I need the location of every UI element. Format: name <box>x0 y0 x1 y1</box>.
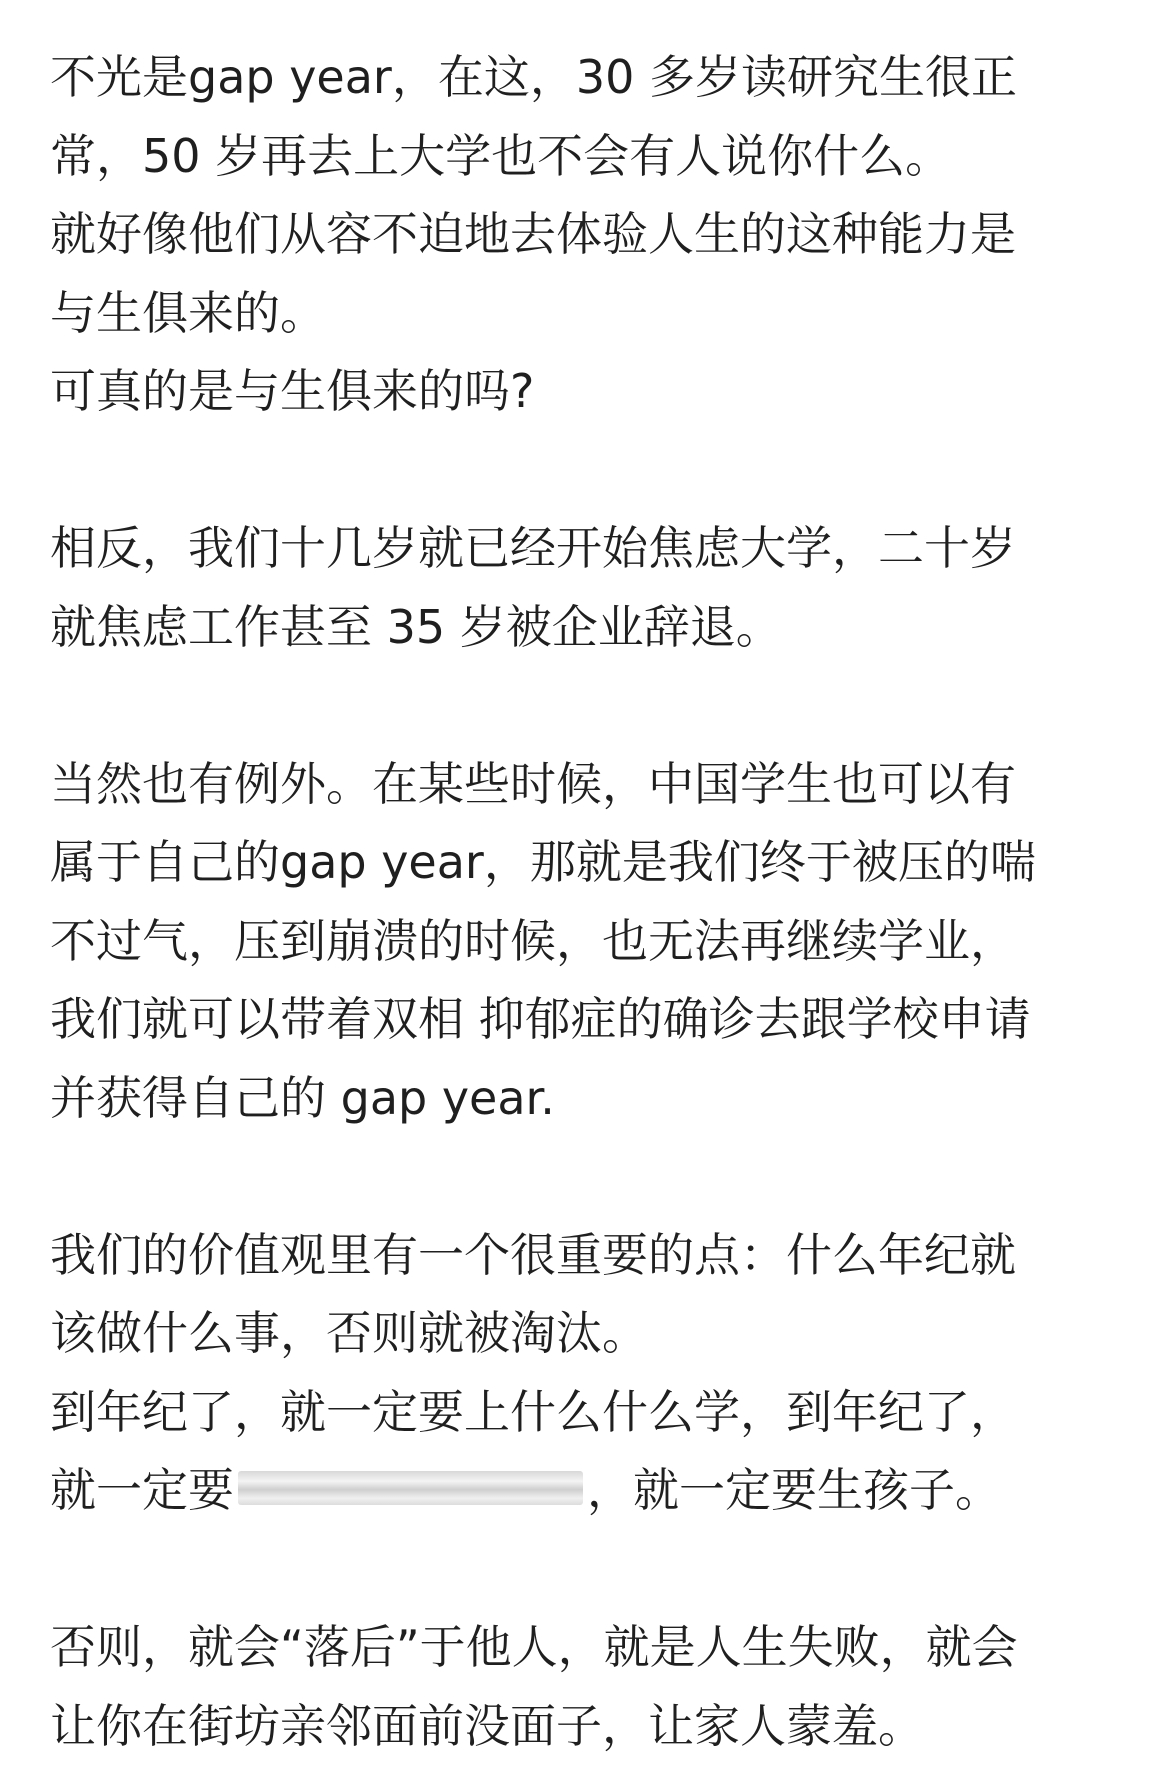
paragraph-4 <box>50 1216 1130 1530</box>
text-line: 不过气，压到崩溃的时候，也无法再继续学业， <box>50 902 1130 981</box>
text-line: 我们就可以带着双相 抑郁症的确诊去跟学校申请 <box>50 980 1130 1059</box>
text-segment: ，就一定要生孩子。 <box>587 1463 1001 1517</box>
paragraph-spacer <box>50 1137 1130 1216</box>
paragraph-spacer <box>50 666 1130 745</box>
paragraph-spacer <box>50 1530 1130 1609</box>
text-line: 并获得自己的 gap year. <box>50 1059 1130 1138</box>
text-line: 常，50 岁再去上大学也不会有人说你什么。 <box>50 117 1130 196</box>
redacted-text-line <box>50 1451 1130 1530</box>
text-line: 到年纪了，就一定要上什么什么学，到年纪了， <box>50 1373 1130 1452</box>
text-line: 相反，我们十几岁就已经开始焦虑大学，二十岁 <box>50 509 1130 588</box>
text-line: 就焦虑工作甚至 35 岁被企业辞退。 <box>50 588 1130 667</box>
text-line: 否则，就会“落后”于他人，就是人生失败，就会 <box>50 1608 1130 1687</box>
text-line: 当然也有例外。在某些时候，中国学生也可以有 <box>50 745 1130 824</box>
text-line: 我们的价值观里有一个很重要的点：什么年纪就 <box>50 1216 1130 1295</box>
text-segment: 就一定要 <box>50 1463 234 1517</box>
text-line: 不光是gap year，在这，30 多岁读研究生很正 <box>50 38 1130 117</box>
text-line: 与生俱来的。 <box>50 274 1130 353</box>
paragraph-2 <box>50 509 1130 666</box>
text-line: 属于自己的gap year，那就是我们终于被压的喘 <box>50 823 1130 902</box>
text-line: 就好像他们从容不迫地去体验人生的这种能力是 <box>50 195 1130 274</box>
text-line: 该做什么事，否则就被淘汰。 <box>50 1294 1130 1373</box>
article-body <box>50 38 1130 1765</box>
redaction-blur <box>238 1471 583 1505</box>
paragraph-spacer <box>50 431 1130 510</box>
text-line: 让你在街坊亲邻面前没面子，让家人蒙羞。 <box>50 1687 1130 1765</box>
paragraph-1 <box>50 38 1130 431</box>
text-line: 可真的是与生俱来的吗? <box>50 352 1130 431</box>
paragraph-3 <box>50 745 1130 1138</box>
paragraph-5 <box>50 1608 1130 1765</box>
